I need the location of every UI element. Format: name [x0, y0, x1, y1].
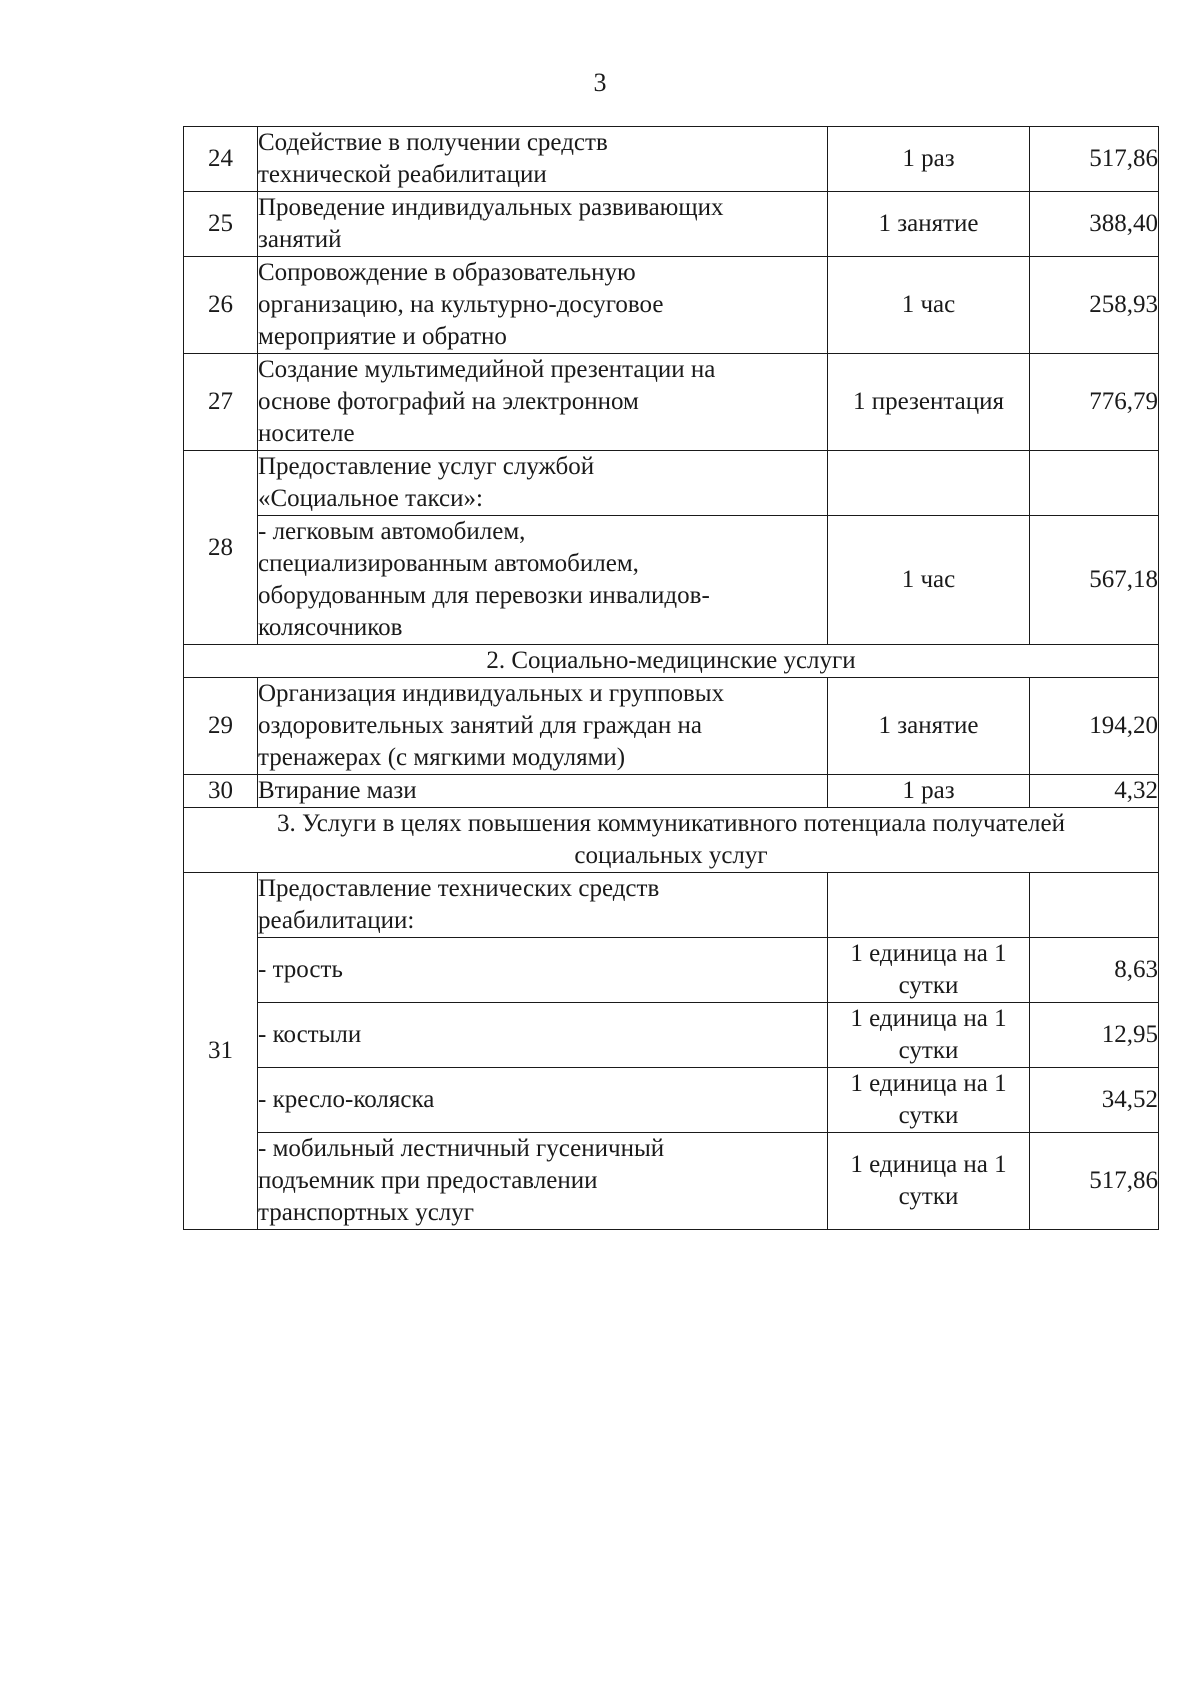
- price: 4,32: [1030, 775, 1159, 808]
- unit-of-measure-line: 1 единица на 1: [850, 940, 1007, 967]
- unit-of-measure-line: сутки: [898, 1183, 959, 1210]
- table-body: [184, 127, 1159, 1230]
- unit-of-measure-line: 1 раз: [902, 777, 955, 804]
- service-name: [258, 257, 828, 354]
- row-number: 24: [184, 127, 258, 192]
- unit-of-measure-line: сутки: [898, 972, 959, 999]
- table-row: [184, 678, 1159, 775]
- table-row: [184, 257, 1159, 354]
- unit-of-measure: [828, 1133, 1030, 1230]
- price: 567,18: [1030, 516, 1159, 645]
- service-name-line: Предоставление услуг службой: [258, 453, 595, 480]
- service-name-line: мероприятие и обратно: [258, 323, 507, 350]
- unit-of-measure: [828, 873, 1030, 938]
- unit-of-measure-line: 1 занятие: [878, 712, 979, 739]
- service-name-line: организацию, на культурно-досуговое: [258, 291, 664, 318]
- unit-of-measure-line: сутки: [898, 1037, 959, 1064]
- table-subrow: [184, 938, 1159, 1003]
- table-row: [184, 775, 1159, 808]
- service-name-line: Предоставление технических средств: [258, 875, 660, 902]
- service-name-line: Организация индивидуальных и групповых: [258, 680, 725, 707]
- price: 12,95: [1030, 1003, 1159, 1068]
- row-number: 27: [184, 354, 258, 451]
- price: 194,20: [1030, 678, 1159, 775]
- price: 776,79: [1030, 354, 1159, 451]
- unit-of-measure: [828, 354, 1030, 451]
- service-name-line: Втирание мази: [258, 777, 417, 804]
- section-row: [184, 808, 1159, 873]
- service-name-line: специализированным автомобилем,: [258, 550, 639, 577]
- unit-of-measure-line: 1 единица на 1: [850, 1005, 1007, 1032]
- section-title-line: 3. Услуги в целях повышения коммуникативного потенциала получателей: [277, 810, 1065, 837]
- service-name: [258, 775, 828, 808]
- unit-of-measure-line: 1 раз: [902, 145, 955, 172]
- service-name: [258, 873, 828, 938]
- unit-of-measure-line: 1 занятие: [878, 210, 979, 237]
- table-subrow: [184, 1068, 1159, 1133]
- service-name-line: - кресло-коляска: [258, 1086, 435, 1113]
- price: [1030, 451, 1159, 516]
- unit-of-measure: [828, 192, 1030, 257]
- unit-of-measure-line: сутки: [898, 1102, 959, 1129]
- service-name-line: - костыли: [258, 1021, 362, 1048]
- price: 258,93: [1030, 257, 1159, 354]
- section-row: [184, 645, 1159, 678]
- unit-of-measure: [828, 451, 1030, 516]
- unit-of-measure: [828, 127, 1030, 192]
- service-name-line: оборудованным для перевозки инвалидов-: [258, 582, 710, 609]
- price: 34,52: [1030, 1068, 1159, 1133]
- unit-of-measure: [828, 1003, 1030, 1068]
- service-name: [258, 451, 828, 516]
- service-name: [258, 1133, 828, 1230]
- section-title: [184, 645, 1159, 678]
- service-name-line: основе фотографий на электронном: [258, 388, 639, 415]
- table-row: [184, 451, 1159, 516]
- service-name-line: Сопровождение в образовательную: [258, 259, 636, 286]
- unit-of-measure: [828, 938, 1030, 1003]
- unit-of-measure-line: 1 презентация: [853, 388, 1004, 415]
- price: 388,40: [1030, 192, 1159, 257]
- row-number: 26: [184, 257, 258, 354]
- table-subrow: [184, 1133, 1159, 1230]
- unit-of-measure-line: 1 час: [901, 566, 956, 593]
- row-number: 28: [184, 451, 258, 645]
- service-name: [258, 1003, 828, 1068]
- unit-of-measure-line: 1 час: [901, 291, 956, 318]
- table-subrow: [184, 1003, 1159, 1068]
- section-title: [184, 808, 1159, 873]
- service-name-line: реабилитации:: [258, 907, 415, 934]
- unit-of-measure: [828, 1068, 1030, 1133]
- price: 517,86: [1030, 1133, 1159, 1230]
- price: [1030, 873, 1159, 938]
- service-name-line: - мобильный лестничный гусеничный: [258, 1135, 665, 1162]
- row-number: 30: [184, 775, 258, 808]
- service-name: [258, 127, 828, 192]
- unit-of-measure: [828, 678, 1030, 775]
- services-price-table: [183, 126, 1159, 1230]
- service-name-line: «Социальное такси»:: [258, 485, 483, 512]
- unit-of-measure: [828, 257, 1030, 354]
- service-name: [258, 678, 828, 775]
- service-name-line: - легковым автомобилем,: [258, 518, 526, 545]
- service-name: [258, 938, 828, 1003]
- service-name-line: Создание мультимедийной презентации на: [258, 356, 716, 383]
- service-name-line: Содействие в получении средств: [258, 129, 608, 156]
- service-name-line: Проведение индивидуальных развивающих: [258, 194, 724, 221]
- service-name-line: колясочников: [258, 614, 403, 641]
- service-name-line: оздоровительных занятий для граждан на: [258, 712, 702, 739]
- unit-of-measure: [828, 775, 1030, 808]
- row-number: 29: [184, 678, 258, 775]
- row-number: 25: [184, 192, 258, 257]
- table-row: [184, 354, 1159, 451]
- section-title-line: 2. Социально-медицинские услуги: [486, 647, 856, 674]
- table-row: [184, 192, 1159, 257]
- service-name-line: технической реабилитации: [258, 161, 547, 188]
- section-title-line: социальных услуг: [574, 842, 768, 869]
- table-row: [184, 127, 1159, 192]
- service-name-line: носителе: [258, 420, 355, 447]
- row-number: 31: [184, 873, 258, 1230]
- service-name-line: тренажерах (с мягкими модулями): [258, 744, 626, 771]
- page-number: 3: [593, 68, 607, 97]
- unit-of-measure-line: 1 единица на 1: [850, 1070, 1007, 1097]
- table-row: [184, 873, 1159, 938]
- service-name: [258, 192, 828, 257]
- service-name: [258, 1068, 828, 1133]
- unit-of-measure: [828, 516, 1030, 645]
- table-subrow: [184, 516, 1159, 645]
- unit-of-measure-line: 1 единица на 1: [850, 1151, 1007, 1178]
- price: 517,86: [1030, 127, 1159, 192]
- service-name-line: транспортных услуг: [258, 1199, 475, 1226]
- price: 8,63: [1030, 938, 1159, 1003]
- service-name-line: занятий: [258, 226, 342, 253]
- service-name: [258, 354, 828, 451]
- service-name-line: подъемник при предоставлении: [258, 1167, 598, 1194]
- service-name-line: - трость: [258, 956, 343, 983]
- service-name: [258, 516, 828, 645]
